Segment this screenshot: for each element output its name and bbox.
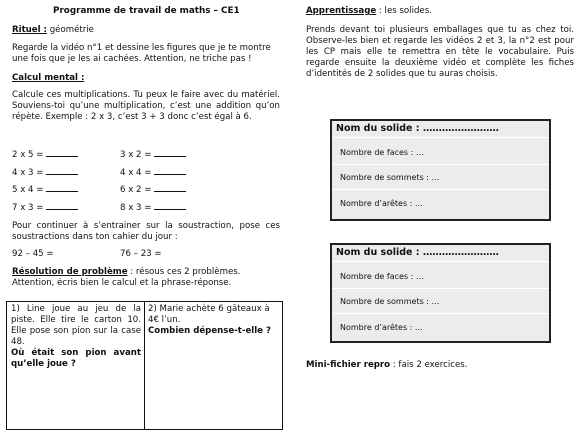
mult-text: 7 x 3 = (12, 203, 44, 213)
answer-blank[interactable] (154, 148, 186, 157)
answer-blank[interactable] (154, 166, 186, 175)
card-faces: Nombre de faces : … (340, 148, 424, 157)
solide-card-2 (330, 243, 551, 343)
mult-right-1 (120, 148, 186, 161)
mult-text: 3 x 2 = (120, 150, 152, 160)
apprentissage-label: Apprentissage (306, 6, 377, 16)
card-divider (332, 313, 549, 314)
mult-text: 6 x 2 = (120, 185, 152, 195)
solide-card-1 (330, 119, 551, 221)
card-aretes: Nombre d’arêtes : … (340, 199, 423, 208)
card-divider (332, 288, 549, 289)
mult-right-2 (120, 166, 186, 179)
rituel-heading (12, 25, 94, 36)
answer-blank[interactable] (154, 183, 186, 192)
problem-1 (11, 304, 141, 370)
mult-text: 2 x 5 = (12, 150, 44, 160)
card-aretes: Nombre d’arêtes : … (340, 323, 423, 332)
page-title: Programme de travail de maths – CE1 (53, 6, 240, 16)
mult-text: 5 x 4 = (12, 185, 44, 195)
soustraction-intro: Pour continuer à s’entrainer sur la soustraction, pose ces soustractions dans ton cahier du jour : (12, 221, 280, 242)
rituel-topic: géométrie (47, 25, 94, 35)
mult-left-4 (12, 201, 78, 214)
apprentissage-topic: : les solides. (376, 6, 432, 16)
card-title: Nom du solide : …………………… (336, 247, 499, 258)
mult-text: 8 x 3 = (120, 203, 152, 213)
apprentissage-heading (306, 6, 432, 17)
subtraction-1: 92 – 45 = (12, 249, 54, 259)
card-divider (332, 189, 549, 190)
apprentissage-text: Prends devant toi plusieurs emballages que tu as chez toi. Observe-les bien et regarde les vidéos 2 et 3, la n°2 est pour les CP mais elle te remettra en tête le vocabulaire. Puis regarde ensuite la deuxième vidéo et complète les fiches d’identités de 2 solides que tu auras choisis. (306, 25, 574, 79)
mult-text: 4 x 4 = (120, 168, 152, 178)
card-sommets: Nombre de sommets : … (340, 297, 440, 306)
problem-1-question: Où était son pion avant qu’elle joue ? (11, 348, 141, 369)
problems-table (6, 301, 283, 430)
answer-blank[interactable] (46, 166, 78, 175)
table-divider (144, 302, 145, 429)
card-sommets: Nombre de sommets : … (340, 173, 440, 182)
subtraction-2: 76 – 23 = (120, 249, 162, 259)
card-title: Nom du solide : …………………… (336, 123, 499, 134)
rituel-label: Rituel : (12, 25, 47, 35)
mult-left-1 (12, 148, 78, 161)
problem-1-text: 1) Line joue au jeu de la piste. Elle tire le carton 10. Elle pose son pion sur la case 48. (11, 304, 141, 347)
probleme-text: : résous ces 2 problèmes. Attention, écris bien le calcul et la phrase-réponse. (12, 267, 241, 288)
mult-right-3 (120, 183, 186, 196)
problem-2-text: 2) Marie achète 6 gâteaux à 4€ l’un. (148, 304, 270, 325)
answer-blank[interactable] (46, 201, 78, 210)
calcul-intro: Calcule ces multiplications. Tu peux le faire avec du matériel. Souviens-toi qu’une multiplication, c’est une addition qu’on répète. Exemple : 2 x 3, c’est 3 + 3 donc c’est égal à 6. (12, 90, 280, 122)
mini-text: : fais 2 exercices. (390, 360, 468, 370)
probleme-heading (12, 267, 284, 289)
card-divider (332, 261, 549, 262)
problem-2-question: Combien dépense-t-elle ? (148, 326, 271, 336)
mini-label: Mini-fichier repro (306, 360, 391, 370)
mult-left-2 (12, 166, 78, 179)
answer-blank[interactable] (46, 183, 78, 192)
mult-left-3 (12, 183, 78, 196)
calcul-heading: Calcul mental : (12, 73, 85, 83)
card-divider (332, 137, 549, 138)
mult-text: 4 x 3 = (12, 168, 44, 178)
answer-blank[interactable] (46, 148, 78, 157)
mult-right-4 (120, 201, 186, 214)
mini-fichier (306, 360, 467, 371)
card-divider (332, 164, 549, 165)
answer-blank[interactable] (154, 201, 186, 210)
problem-2 (148, 304, 278, 337)
card-faces: Nombre de faces : … (340, 272, 424, 281)
rituel-text: Regarde la vidéo n°1 et dessine les figures que je te montre une fois que je les ai cachées. Attention, ne triche pas ! (12, 43, 271, 64)
probleme-label: Résolution de problème (12, 267, 128, 277)
